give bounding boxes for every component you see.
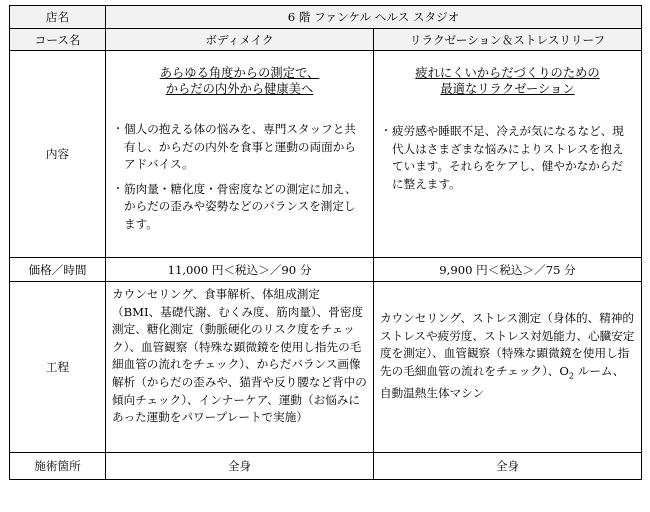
area-bodymake: 全身 <box>106 453 374 480</box>
process-relaxation <box>374 282 642 453</box>
process-text-part: ルーム、自動温熱生体マシン <box>380 363 625 400</box>
bullet-item: ・ 筋肉量・糖化度・骨密度などの測定に加え、からだの歪みや姿勢などのバランスを測定します。 <box>116 181 365 234</box>
process-row <box>10 282 642 453</box>
process-subscript: 2 <box>568 371 574 381</box>
area-row <box>10 453 642 480</box>
course-name-bodymake: ボディメイク <box>106 29 374 51</box>
content-headline <box>106 65 373 97</box>
headline-line: 疲れにくいからだづくりのための <box>415 66 600 80</box>
content-bodymake <box>106 51 374 258</box>
process-text-part: カウンセリング、ストレス測定（身体的、精神的ストレスや疲労度、ストレス対処能力、心臓安定度を測定）、血管観察（特殊な顕微鏡を使用し指先の毛細血管の流れをチェック）、O <box>380 311 635 378</box>
area-label: 施術箇所 <box>10 453 106 480</box>
process-label: 工程 <box>10 282 106 453</box>
process-text <box>374 282 641 402</box>
price-relaxation: 9,900 円＜税込＞／75 分 <box>374 258 642 282</box>
content-label: 内容 <box>10 51 106 258</box>
area-relaxation: 全身 <box>374 453 642 480</box>
headline-line: からだの内外から健康美へ <box>165 82 314 96</box>
price-bodymake: 11,000 円＜税込＞／90 分 <box>106 258 374 282</box>
content-bullets <box>384 123 633 193</box>
content-bullets <box>116 121 365 233</box>
content-headline <box>374 65 641 97</box>
content-row <box>10 51 642 258</box>
bullet-item: ・ 疲労感や睡眠不足、冷えが気になるなど、現代人はさまざまな悩みによりストレスを抱えています。それらをケアし、健やかなからだに整えます。 <box>384 123 633 193</box>
course-name-relaxation: リラクゼーション＆ストレスリリーフ <box>374 29 642 51</box>
store-label: 店名 <box>10 6 106 29</box>
headline-line: あらゆる角度からの測定で、 <box>159 66 320 80</box>
process-bodymake <box>106 282 374 453</box>
course-row <box>10 29 642 51</box>
course-table <box>9 5 642 480</box>
bullet-item: ・ 個人の抱える体の悩みを、専門スタッフと共有し、からだの内外を食事と運動の両面からアドバイス。 <box>116 121 365 174</box>
price-row <box>10 258 642 282</box>
course-label: コース名 <box>10 29 106 51</box>
process-text: カウンセリング、食事解析、体組成測定（BMI、基礎代謝、むくみ度、筋肉量）、骨密度測定、糖化測定（動脈硬化のリスク度をチェック）、血管観察（特殊な顕微鏡を使用し指先の毛細血管の流れをチェック）、からだバランス画像解析（からだの歪みや、猫背や反り腰など背中の傾向チェック）、インナーケア、運動（お悩みにあった運動をパワープレートで実施） <box>112 287 367 425</box>
content-relaxation <box>374 51 642 258</box>
price-label: 価格／時間 <box>10 258 106 282</box>
store-row <box>10 6 642 29</box>
store-value: 6 階 ファンケル ヘルス スタジオ <box>106 6 642 29</box>
headline-line: 最適なリラクゼーション <box>440 82 575 96</box>
